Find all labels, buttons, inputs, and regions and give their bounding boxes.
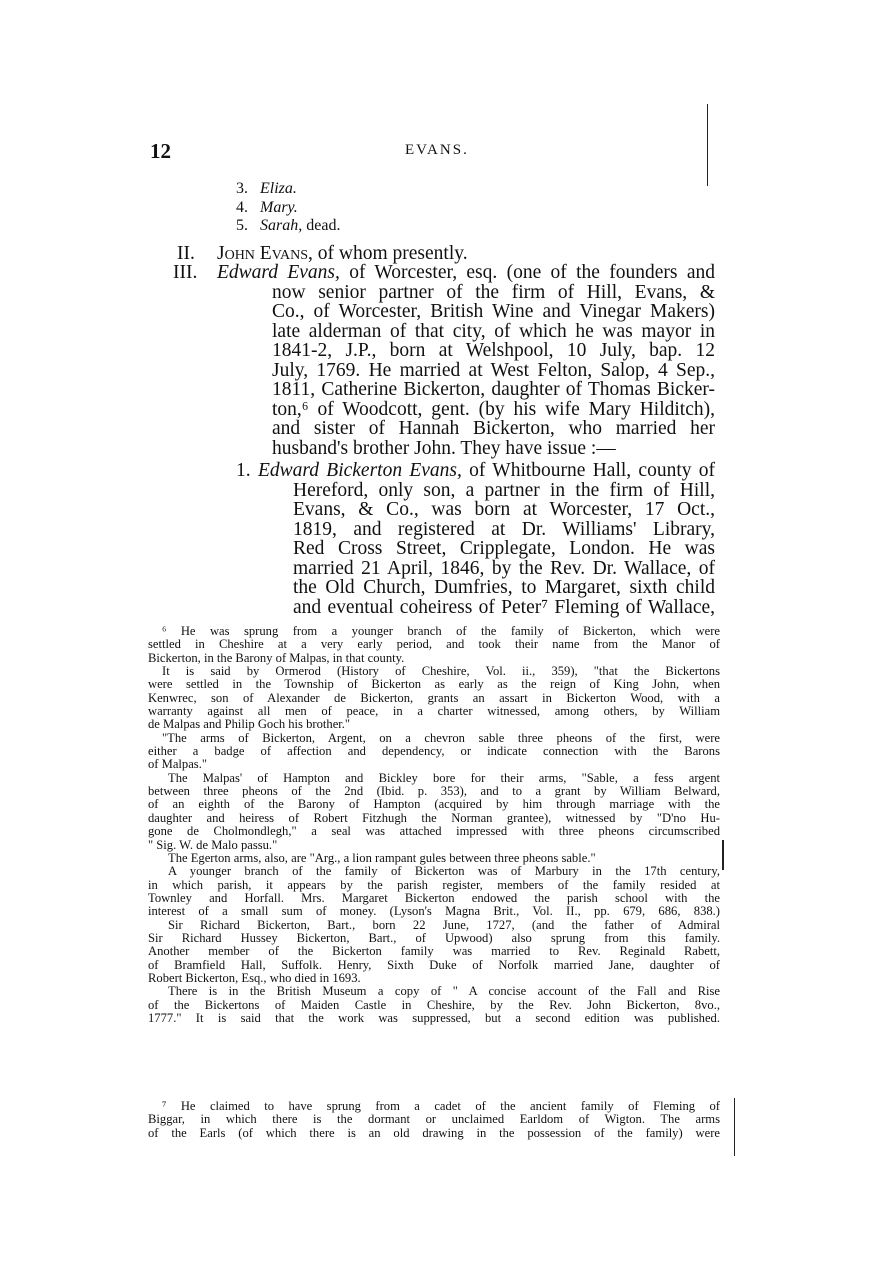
entry-rest: of Whitbourne Hall, county of	[461, 460, 715, 481]
text-line: 1811, Catherine Bickerton, daughter of Thomas Bicker-	[272, 379, 715, 400]
list-name: Eliza.	[260, 180, 297, 197]
footnote-line: of Malpas."	[148, 757, 208, 772]
footnote-line: A younger branch of the family of Bickerton was of Marbury in the 17th century,	[168, 864, 720, 879]
footnote-line: ⁶ He was sprung from a younger branch of the family of Bickerton, which were	[162, 624, 720, 638]
text-line: July, 1769. He married at West Felton, Salop, 4 Sep.,	[272, 359, 715, 381]
footnote-line: settled in Cheshire at a very early period, and took their name from the Manor of	[148, 637, 720, 652]
entry-rest: of Worcester, esq. (one of the founders and	[339, 262, 715, 283]
footnote-line: " Sig. W. de Malo passu."	[148, 837, 278, 852]
footnote-7	[148, 1100, 720, 1140]
footnote-line: Robert Bickerton, Esq., who died in 1693.	[148, 970, 361, 985]
entry-name: John Evans,	[217, 243, 313, 264]
entry-name: Edward Bickerton Evans,	[258, 460, 462, 481]
entry-first-line	[173, 263, 715, 283]
footnote-line: ⁷ He claimed to have sprung from a cadet of the ancient family of Fleming of	[162, 1099, 720, 1113]
running-head: EVANS.	[405, 142, 469, 158]
footnote-line: of the Bickertons of Maiden Castle in Cheshire, by the Rev. John Bickerton, 8vo.,	[148, 997, 720, 1012]
entry-first-line	[236, 461, 715, 481]
margin-mark	[734, 1098, 735, 1156]
footnote-line: The Malpas' of Hampton and Bickley bore for their arms, "Sable, a fess argent	[168, 770, 720, 785]
margin-mark	[707, 104, 708, 186]
footnote-line: 1777." It is said that the work was suppressed, but a second edition was published.	[148, 1010, 720, 1025]
text-line: and sister of Hannah Bickerton, who married her	[272, 418, 715, 439]
entry-number: 1.	[236, 460, 251, 481]
footnote-line: were settled in the Township of Bickerton as early as the reign of King John, when	[148, 677, 720, 692]
footnote-line: gone de Cholmondlegh," a seal was attached impressed with three pheons circumscribed	[148, 824, 720, 839]
list-item	[236, 217, 340, 236]
footnote-line: between three pheons of the 2nd (Ibid. p. 353), and to a grant by William Belward,	[148, 784, 720, 799]
text-line: 1841-2, J.P., born at Welshpool, 10 July, bap. 12	[272, 340, 715, 361]
entry-iii-1-body	[293, 481, 715, 618]
entry-iii-1	[236, 461, 715, 481]
list-name: Mary.	[260, 198, 298, 216]
footnote-line: It is said by Ormerod (History of Cheshire, Vol. ii., 359), "that the Bickertons	[162, 664, 720, 679]
entry-iii	[173, 263, 715, 283]
text-line: 1819, and registered at Dr. Williams' Library,	[293, 518, 715, 540]
entry-ii	[177, 244, 468, 264]
page-header	[150, 139, 720, 163]
entry-numeral: II.	[177, 243, 195, 264]
footnote-line: Biggar, in which there is the dormant or unclaimed Earldom of Wigton. The arms	[148, 1112, 720, 1127]
footnote-line: of an eighth of the Barony of Hampton (acquired by him through marriage with the	[148, 797, 720, 812]
list-rest: dead.	[302, 217, 341, 234]
text-line: ton,⁶ of Woodcott, gent. (by his wife Mary Hilditch),	[272, 398, 715, 420]
list-number: 3.	[236, 180, 248, 197]
text-line: and eventual coheiress of Peter⁷ Fleming of Wallace,	[293, 596, 715, 618]
footnote-line: Another member of the Bickerton family was married to Rev. Reginald Rabett,	[148, 944, 720, 959]
list-number: 5.	[236, 217, 248, 234]
text-line: the Old Church, Dumfries, to Margaret, sixth child	[293, 577, 715, 598]
text-line: now senior partner of the firm of Hill, Evans, &	[272, 281, 715, 303]
list-item	[236, 199, 340, 218]
list-name: Sarah,	[260, 217, 303, 234]
text-line: late alderman of that city, of which he was mayor in	[272, 320, 715, 342]
children-list	[236, 180, 340, 236]
entry-name: Edward Evans,	[217, 262, 340, 283]
text-line: Co., of Worcester, British Wine and Vinegar Makers)	[272, 301, 715, 322]
footnote-line: either a badge of affection and dependency, or indicate connection with the Barons	[148, 744, 720, 759]
margin-mark	[722, 840, 724, 870]
footnote-line: There is in the British Museum a copy of " A concise account of the Fall and Rise	[168, 984, 720, 999]
text-line: husband's brother John. They have issue :—	[272, 437, 616, 459]
entry-iii-body	[272, 283, 715, 459]
footnote-line: The Egerton arms, also, are "Arg., a lion rampant gules between three pheons sable."	[168, 850, 596, 865]
list-number: 4.	[236, 198, 248, 216]
footnote-line: of Bramfield Hall, Suffolk. Henry, Sixth Duke of Norfolk married Jane, daughter of	[148, 957, 720, 972]
footnote-line: "The arms of Bickerton, Argent, on a chevron sable three pheons of the first, were	[162, 730, 720, 745]
entry-rest: of whom presently.	[312, 243, 468, 264]
footnote-6	[148, 625, 720, 1025]
text-line: Evans, & Co., was born at Worcester, 17 Oct.,	[293, 499, 715, 520]
list-item	[236, 180, 340, 199]
footnote-line: of the Earls (of which there is an old drawing in the possession of the family) were	[148, 1125, 720, 1140]
text-line: Hereford, only son, a partner in the firm of Hill,	[293, 479, 715, 501]
page-number: 12	[150, 139, 171, 163]
footnote-line: warranty against all men of peace, in a charter witnessed, among others, by William	[148, 704, 720, 719]
footnote-line: daughter and heiress of Robert Fitzhugh the Norman grantee), witnessed by "D'no Hu-	[148, 810, 720, 825]
footnote-line: Bickerton, in the Barony of Malpas, in that county.	[148, 650, 405, 665]
footnote-line: Sir Richard Hussey Bickerton, Bart., of Upwood) also sprung from this family.	[148, 930, 720, 945]
footnote-line: Sir Richard Bickerton, Bart., born 22 June, 1727, (and the father of Admiral	[168, 917, 720, 932]
text-line: Red Cross Street, Cripplegate, London. He was	[293, 538, 715, 559]
footnote-line: Kenwrec, son of Alexander de Bickerton, grants an assart in Bickerton Wood, with a	[148, 690, 720, 705]
entry-numeral: III.	[173, 262, 198, 283]
footnote-line: in which parish, it appears by the parish register, members of the family resided at	[148, 877, 720, 892]
footnote-line: interest of a small sum of money. (Lyson's Magna Brit., Vol. II., pp. 679, 686, 838.)	[148, 904, 720, 919]
footnote-line: de Malpas and Philip Goch his brother."	[148, 717, 351, 732]
text-line: married 21 April, 1846, by the Rev. Dr. Wallace, of	[293, 557, 715, 579]
footnote-line: Townley and Horfall. Mrs. Margaret Bickerton endowed the parish school with the	[148, 890, 720, 905]
